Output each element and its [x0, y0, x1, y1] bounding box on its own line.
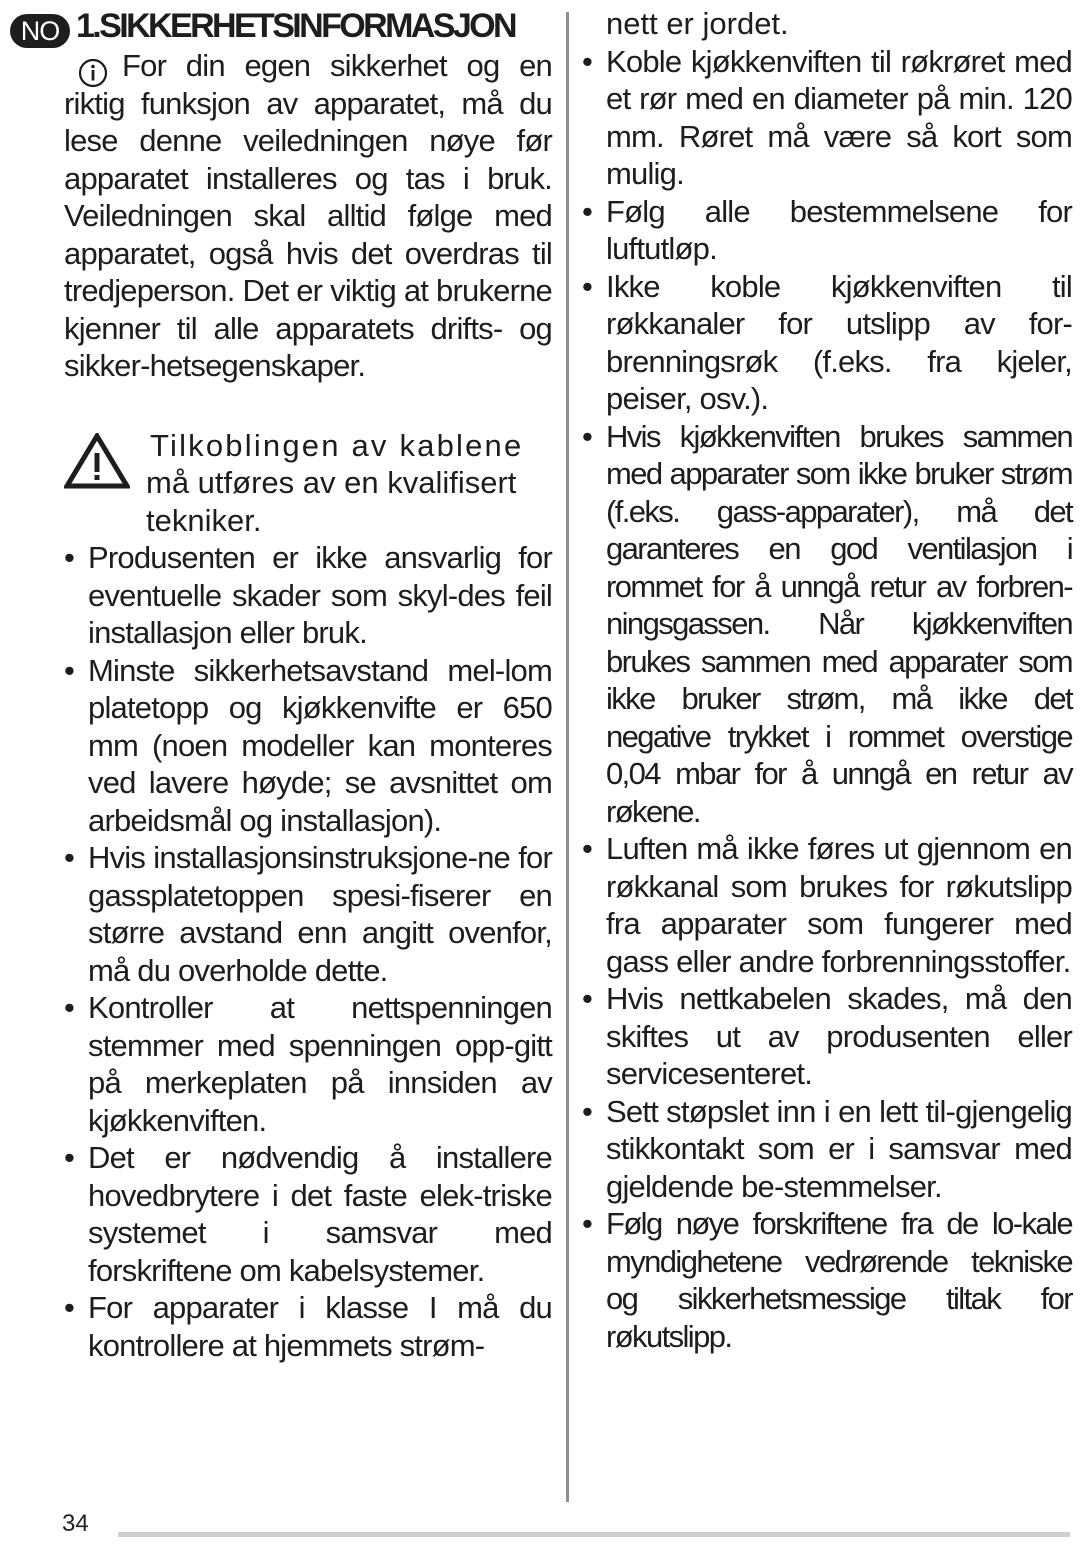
list-item: • Luften må ikke føres ut gjennom en røkkanal som brukes for røkutslipp fra apparater som fungerer med gass eller andre forbrenningsstoffer. [582, 831, 1072, 979]
section-title: 1.SIKKERHETSINFORMASJON [76, 7, 515, 45]
warning-line-1: Tilkoblingen av kablene [150, 427, 524, 463]
list-item: • Hvis nettkabelen skades, må den skiftes ut av produsenten eller servicesenteret. [582, 981, 1072, 1091]
list-item: • Det er nødvendig å installere hovedbrytere i det faste elek-triske systemet i samsvar med forskriftene om kabelsystemer. [64, 1140, 552, 1288]
list-item: • Følg nøye forskriftene fra de lo-kale myndighetene vedrørende tekniske og sikkerhetsmessige tiltak for røkutslipp. [582, 1206, 1072, 1354]
list-item: • Hvis installasjonsinstruksjone-ne for gassplatetoppen spesi-fiserer en større avstand enn angitt ovenfor, må du overholde dette. [64, 840, 552, 988]
left-bullet-list [64, 539, 552, 1364]
info-icon [78, 58, 108, 88]
left-column [64, 47, 552, 1364]
list-item: • Produsenten er ikke ansvarlig for eventuelle skader som skyl-des feil installasjon eller bruk. [64, 540, 552, 650]
continuation-text: nett er jordet. [606, 6, 789, 41]
column-divider [566, 12, 569, 1502]
page-number: 34 [62, 1510, 89, 1537]
right-column [582, 5, 1072, 1355]
warning-triangle-icon [64, 433, 130, 489]
intro-block [64, 47, 552, 385]
list-item: • Hvis kjøkkenviften brukes sammen med apparater som ikke bruker strøm (f.eks. gass-apparater), må det garanteres en god ventilasjon i rommet for å unngå retur av forbren-ningsgassen. Når kjøkkenviften brukes sammen med apparater som ikke bruker strøm, må ikke det negative trykket i rommet overstige 0,04 mbar for å unngå en retur av røkene. [582, 418, 1072, 829]
list-item: • Koble kjøkkenviften til røkrøret med et rør med en diameter på min. 120 mm. Røret må være så kort som mulig. [582, 43, 1072, 191]
list-item: • Kontroller at nettspenningen stemmer med spenningen opp-gitt på merkeplaten på innsiden av kjøkkenviften. [64, 990, 552, 1138]
language-badge: NO [10, 14, 70, 48]
warning-line-2: må utføres av en kvalifisert [146, 465, 517, 500]
list-item: • Sett støpslet inn i en lett til-gjengelig stikkontakt som er i samsvar med gjeldende be-stemmelser. [582, 1093, 1072, 1204]
intro-text: For din egen sikkerhet og en riktig funksjon av apparatet, må du lese denne veiledningen nøye før apparatet installeres og tas i bruk. Veiledningen skal alltid følge med apparatet, også hvis det overdras til tredjeperson. Det er viktig at brukerne kjenner til alle apparatets drifts- og sikker-hetsegenskaper. [64, 48, 552, 383]
footer-rule [118, 1532, 1070, 1537]
list-item: • For apparater i klasse I må du kontrollere at hjemmets strøm- [64, 1290, 552, 1363]
warning-line-3: tekniker. [146, 502, 262, 538]
list-item: • Følg alle bestemmelsene for luftutløp. [582, 193, 1072, 266]
list-item: • Minste sikkerhetsavstand mel-lom platetopp og kjøkkenvifte er 650 mm (noen modeller kan monteres ved lavere høyde; se avsnittet om arbeidsmål og installasjon). [64, 652, 552, 838]
right-bullet-list [582, 43, 1072, 1356]
warning-block [64, 427, 552, 540]
list-item: • Ikke koble kjøkkenviften til røkkanaler for utslipp av for-brenningsrøk (f.eks. fra kjeler, peiser, osv.). [582, 268, 1072, 416]
